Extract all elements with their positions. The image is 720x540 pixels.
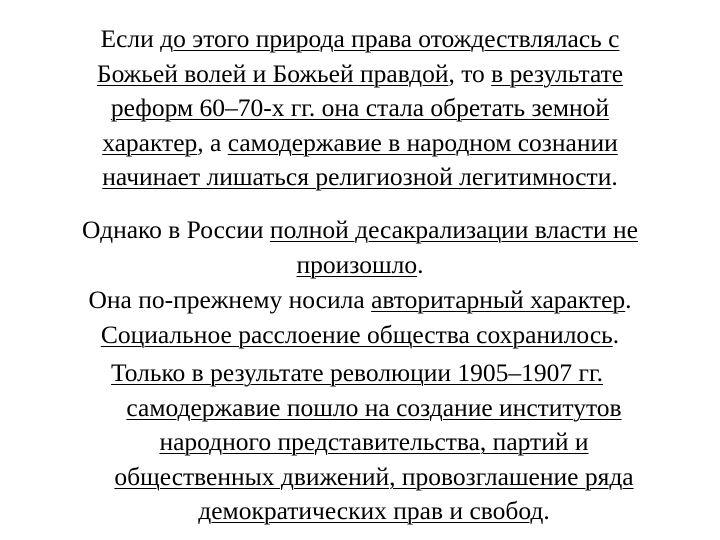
underlined-text: народного представительства, партий и: [159, 427, 589, 456]
text-segment: .: [543, 496, 550, 525]
text-line: [40, 126, 680, 161]
text-line: [40, 425, 680, 460]
underlined-text: полной десакрализации власти не: [269, 215, 638, 244]
underlined-text: самодержавие пошло на создание институтов: [126, 392, 622, 422]
text-segment: .: [625, 285, 632, 314]
underlined-text: демократических прав и свобод: [198, 496, 544, 525]
underlined-text: Божьей волей и Божьей правдой: [96, 58, 449, 88]
paragraph-authoritarian: [40, 283, 680, 318]
text-line: [40, 460, 680, 495]
text-segment: .: [612, 320, 620, 349]
underlined-text: Только в результате революции 1905–1907 гг.: [111, 358, 603, 387]
paragraph-revolution: [40, 356, 680, 529]
underlined-text: в результате: [491, 58, 624, 88]
text-segment: , а: [197, 127, 228, 157]
text-line: [40, 283, 680, 318]
underlined-text: самодержавие в народном сознании: [227, 127, 618, 157]
underlined-text: до этого природа права отождествлялась с: [160, 24, 620, 53]
text-line: [40, 22, 680, 57]
underlined-text: общественных движений, провозглашение ряда: [114, 461, 634, 491]
text-line: [40, 160, 680, 195]
text-segment: Если: [100, 24, 161, 53]
text-line: [40, 494, 680, 529]
text-line: [40, 91, 680, 126]
text-segment: .: [611, 162, 618, 191]
underlined-text: начинает лишаться религиозной легитимности: [102, 162, 612, 191]
paragraph-reform-character: [40, 22, 680, 195]
underlined-text: авторитарный характер: [371, 285, 626, 314]
text-line: [40, 318, 680, 353]
underlined-text: реформ 60–70-х гг. она стала обретать земной: [110, 93, 610, 122]
text-segment: , то: [448, 58, 492, 88]
paragraph-social-stratification: [40, 318, 680, 353]
text-line: [40, 57, 680, 92]
underlined-text: произошло: [296, 249, 418, 279]
text-segment: Однако в России: [82, 215, 270, 244]
paragraph-desacralization: [40, 213, 680, 282]
text-line: [40, 391, 680, 426]
text-segment: Она по-прежнему носила: [88, 285, 372, 314]
text-line: [40, 356, 680, 391]
text-line: [40, 248, 680, 283]
underlined-text: характер: [102, 127, 198, 157]
text-segment: .: [417, 249, 424, 279]
underlined-text: Социальное расслоение общества сохранилось: [100, 320, 613, 349]
text-line: [40, 213, 680, 248]
